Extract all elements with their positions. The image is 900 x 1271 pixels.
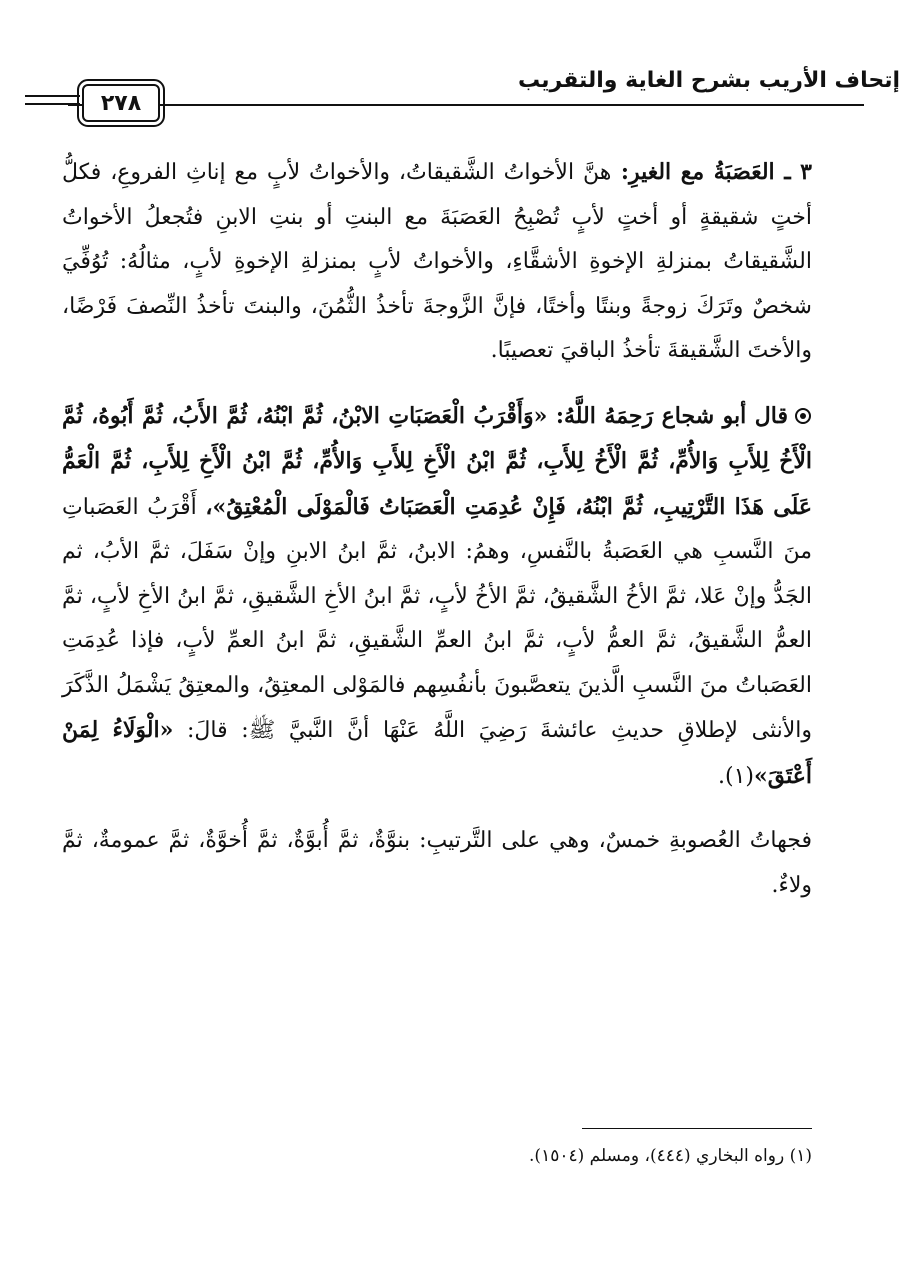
paragraph-directions xyxy=(62,819,812,908)
page-body xyxy=(62,150,812,928)
section-heading: ٣ ـ العَصَبَةُ مع الغيرِ: xyxy=(611,159,812,185)
header-double-rule xyxy=(25,95,80,105)
paragraph-text: هنَّ الأخواتُ الشَّقيقاتُ، والأخواتُ لأبٍ مع إناثِ الفروعِ، فكلُّ أختٍ شقيقةٍ أو أختٍ لأبٍ تُصْبِحُ العَصَبَةَ مع البنتِ أو بنتِ الابنِ فتُجعلُ الأخواتُ الشَّقيقاتُ بمنزلةِ الإخوةِ الأشقَّاءِ، والأخواتُ لأبٍ بمنزلةِ الإخوةِ لأبٍ، مثالُهُ: تُوُفِّيَ شخصٌ وتَرَكَ زوجةً وبنتًا وأختًا، فإنَّ الزَّوجةَ تأخذُ الثُّمُنَ، والبنتَ تأخذُ النِّصفَ فَرْضًا، والأختَ الشَّقيقةَ تأخذُ الباقيَ تعصيبًا. xyxy=(62,160,812,363)
matn-quote: قال أبو شجاع رَحِمَهُ اللَّهُ: «وَأَقْرَبُ الْعَصَبَاتِ الابْنُ، ثُمَّ ابْنُهُ، ثُمَّ الأَبُ، ثُمَّ أَبُوهُ، ثُمَّ الْأَخُ لِلأَبِ وَالأُمِّ، ثُمَّ الْأَخُ لِلأَبِ، ثُمَّ ابْنُ الْأَخِ لِلأَبِ وَالأُمِّ، ثُمَّ ابْنُ الْأَخِ لِلأَبِ، ثُمَّ الْعَمُّ عَلَى هَذَا التَّرْتِيبِ، ثُمَّ ابْنُهُ، فَإِنْ عُدِمَتِ الْعَصَبَاتُ فَالْمَوْلَى الْمُعْتِقُ»، xyxy=(62,402,812,520)
hadith-quote: «الْوَلَاءُ لِمَنْ أَعْتَقَ» xyxy=(62,717,812,789)
paragraph-abu-shuja-quote xyxy=(62,394,812,800)
footnote-reference: (١). xyxy=(718,763,755,789)
running-header-title: إتحاف الأريب بشرح الغاية والتقريب xyxy=(517,68,900,93)
page-number: ٢٧٨ xyxy=(82,84,160,122)
footnote-separator xyxy=(582,1128,812,1129)
paragraph-asaba-with-others xyxy=(62,150,812,374)
paragraph-text: فجهاتُ العُصوبةِ خمسٌ، وهي على التَّرتيبِ: بنوَّةٌ، ثمَّ أُبوَّةٌ، ثمَّ أُخوَّةٌ، ثمَّ عمومةٌ، ثمَّ ولاءٌ. xyxy=(62,828,812,898)
ornament-icon xyxy=(794,397,812,415)
header-rule xyxy=(68,104,864,106)
paragraph-text: أَقْرَبُ العَصَباتِ منَ النَّسبِ هي العَصَبةُ بالنَّفسِ، وهمُ: الابنُ، ثمَّ ابنُ الابنِ وإنْ سَفَلَ، ثمَّ الأبُ، ثم الجَدُّ وإنْ عَلا، ثمَّ الأخُ الشَّقيقُ، ثمَّ الأخُ لأبٍ، ثمَّ ابنُ الأخِ الشَّقيقِ، ثمَّ ابنُ الأخِ لأبٍ، ثمَّ العمُّ الشَّقيقُ، ثمَّ العمُّ لأبٍ، ثمَّ ابنُ العمِّ الشَّقيقِ، ثمَّ ابنُ العمِّ لأبٍ، فإذا عُدِمَتِ العَصَباتُ منَ النَّسبِ الَّذينَ يتعصَّبونَ بأنفُسِهم فالمَوْلى المعتِقُ، والمعتِقُ يَشْمَلُ الذَّكَرَ والأنثى لإطلاقِ حديثِ عائشةَ رَضِيَ اللَّهُ عَنْهَا أنَّ النَّبيَّ ﷺ: قالَ: xyxy=(62,494,812,743)
footnote: (١) رواه البخاري (٤٤٤)، ومسلم (١٥٠٤). xyxy=(529,1146,812,1166)
